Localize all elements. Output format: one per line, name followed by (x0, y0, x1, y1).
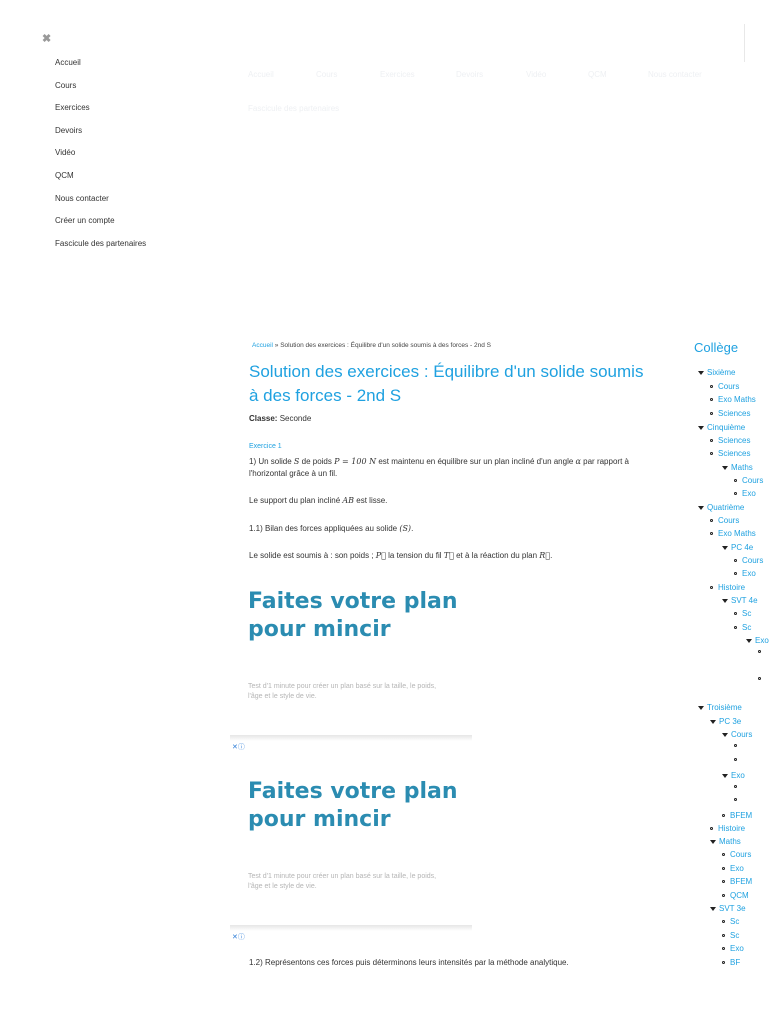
sidebar-tree-item[interactable] (710, 516, 739, 525)
menu-item-qcm[interactable]: QCM (55, 170, 74, 180)
sidebar-tree-label: Cours (718, 516, 740, 525)
sidebar-tree-item[interactable] (710, 529, 756, 538)
divider (744, 24, 745, 62)
bullet-icon (710, 439, 713, 442)
bullet-icon (710, 385, 713, 388)
nav-cours[interactable]: Cours (316, 70, 338, 79)
ad-banner-2[interactable] (230, 768, 458, 933)
sidebar-tree-item[interactable] (722, 811, 752, 820)
sidebar-tree-item[interactable] (734, 785, 742, 788)
caret-down-icon (698, 506, 704, 510)
sidebar-tree-item[interactable] (698, 503, 744, 512)
ad-title: Faites votre plan pour mincir (248, 589, 458, 642)
sidebar-tree-item[interactable] (734, 758, 742, 761)
sidebar-tree-item[interactable] (710, 395, 756, 404)
sidebar-tree-label: Maths (731, 463, 753, 472)
ad-info-icon[interactable]: ⓘ (237, 744, 245, 751)
sidebar-tree-item[interactable] (722, 891, 749, 900)
bullet-icon (710, 452, 713, 455)
sidebar-tree-label: Cours (718, 382, 740, 391)
math-alpha: α (575, 457, 581, 466)
sidebar-college (694, 340, 768, 1024)
bullet-icon (722, 961, 725, 964)
sidebar-tree-item[interactable] (734, 556, 763, 565)
bullet-icon (710, 412, 713, 415)
bullet-icon (710, 532, 713, 535)
bullet-icon (758, 677, 761, 680)
nav-video[interactable]: Vidéo (526, 70, 547, 79)
sidebar-tree-item[interactable] (710, 904, 746, 913)
bullet-icon (710, 586, 713, 589)
bullet-icon (758, 650, 761, 653)
bullet-icon (734, 559, 737, 562)
sidebar-tree-label: Sciences (718, 449, 751, 458)
sidebar-tree-label: PC 4e (731, 543, 754, 552)
sidebar-tree-item[interactable] (710, 382, 739, 391)
sidebar-tree-label: Sciences (718, 409, 751, 418)
paragraph-4: Le solide est soumis à : son poids ; P⃗ la tension du fil T⃗ et à la réaction du plan R⃗. (249, 551, 553, 560)
ad-close-icon[interactable]: ✕ (232, 744, 238, 751)
nav-devoirs[interactable]: Devoirs (456, 70, 484, 79)
sidebar-tree-label: Exo Maths (718, 529, 756, 538)
sidebar-tree-item[interactable] (722, 864, 744, 873)
caret-down-icon (710, 840, 716, 844)
sidebar-tree-item[interactable] (698, 703, 742, 712)
bullet-icon (734, 492, 737, 495)
sidebar-tree-label: Sc (730, 931, 740, 940)
exercise-heading: Exercice 1 (249, 443, 282, 450)
sidebar-tree-item[interactable] (722, 730, 752, 739)
offcanvas-nav (55, 57, 146, 260)
sidebar-tree-item[interactable] (722, 543, 753, 552)
breadcrumb-home[interactable]: Accueil (252, 342, 273, 349)
menu-item-exercices[interactable]: Exercices (55, 103, 90, 113)
bullet-icon (710, 519, 713, 522)
sidebar-tree-label: BF (730, 958, 741, 967)
nav-qcm[interactable]: QCM (588, 70, 607, 79)
ad-close-icon[interactable]: ✕ (232, 934, 238, 941)
ad-controls (232, 742, 245, 752)
ad-banner-1[interactable] (230, 578, 458, 743)
sidebar-tree-item[interactable] (734, 476, 763, 485)
sidebar-tree-item[interactable] (734, 623, 751, 632)
sidebar-tree-item[interactable] (710, 436, 750, 445)
bullet-icon (722, 920, 725, 923)
sidebar-tree-item[interactable] (698, 368, 735, 377)
paragraph-1: 1) Un solide S de poids P = 100 N est maintenu en équilibre sur un plan incliné d'un angle α par rapport à l'horizontal grâce à un fil. (249, 457, 629, 478)
bullet-icon (734, 572, 737, 575)
sidebar-tree-label: Exo (742, 569, 756, 578)
sidebar-tree-label: Cours (742, 556, 764, 565)
close-icon[interactable]: ✖ (42, 33, 52, 45)
math-S: S (293, 457, 300, 466)
sidebar-tree-item[interactable] (758, 677, 766, 680)
ad-shadow (230, 925, 472, 931)
nav-contact[interactable]: Nous contacter (648, 70, 702, 79)
paragraph-5: 1.2) Représentons ces forces puis déterminons leurs intensités par la méthode analytique. (249, 958, 569, 967)
caret-down-icon (722, 599, 728, 603)
menu-item-video[interactable]: Vidéo (55, 148, 76, 158)
menu-item-create-account[interactable]: Créer un compte (55, 216, 115, 226)
breadcrumb (252, 342, 491, 349)
caret-down-icon (710, 907, 716, 911)
sidebar-tree-label: Exo Maths (718, 395, 756, 404)
caret-down-icon (722, 546, 728, 550)
sidebar-tree-item[interactable] (734, 489, 756, 498)
caret-down-icon (722, 733, 728, 737)
sidebar-tree-item[interactable] (722, 958, 740, 967)
ad-subtitle: Test d'1 minute pour créer un plan basé sur la taille, le poids, l'âge et le style de vie. (248, 873, 437, 890)
caret-down-icon (698, 706, 704, 710)
sidebar-tree-label: SVT 4e (731, 596, 758, 605)
sidebar-tree-item[interactable] (710, 409, 750, 418)
sidebar-tree-label: Sc (742, 609, 752, 618)
sidebar-tree-label: BFEM (730, 877, 753, 886)
sidebar-tree-label: Troisième (707, 703, 742, 712)
sidebar-tree-item[interactable] (758, 650, 766, 653)
bullet-icon (722, 880, 725, 883)
class-value: Seconde (277, 414, 312, 423)
sidebar-tree-item[interactable] (698, 423, 745, 432)
bullet-icon (722, 814, 725, 817)
math-S-paren: (S) (399, 524, 412, 533)
caret-down-icon (722, 466, 728, 470)
caret-down-icon (698, 371, 704, 375)
sidebar-tree-label: BFEM (730, 811, 753, 820)
nav-accueil[interactable]: Accueil (248, 70, 274, 79)
ad-info-icon[interactable]: ⓘ (237, 934, 245, 941)
sidebar-tree-item[interactable] (722, 771, 745, 780)
sidebar-tree-item[interactable] (710, 583, 745, 592)
ad-shadow (230, 735, 472, 741)
bullet-icon (710, 827, 713, 830)
bullet-icon (722, 894, 725, 897)
sidebar-tree-label: Exo (755, 636, 769, 645)
class-label: Classe: (249, 414, 278, 423)
bullet-icon (734, 758, 737, 761)
vector-P: P⃗ (375, 551, 386, 560)
sidebar-tree-label: Cours (731, 730, 753, 739)
sidebar-tree-label: Quatrième (707, 503, 745, 512)
caret-down-icon (710, 720, 716, 724)
paragraph-2: Le support du plan incliné AB est lisse. (249, 496, 388, 505)
sidebar-tree-label: Cours (730, 850, 752, 859)
ad-title: Faites votre plan pour mincir (248, 779, 458, 832)
sidebar-tree-item[interactable] (722, 917, 739, 926)
sidebar-tree-item[interactable] (734, 798, 742, 801)
sidebar-tree-item[interactable] (746, 636, 769, 645)
sidebar-tree-label: Cours (742, 476, 764, 485)
sidebar-title: Collège (694, 340, 739, 355)
menu-item-cours[interactable]: Cours (55, 80, 77, 90)
ad-subtitle: Test d'1 minute pour créer un plan basé sur la taille, le poids, l'âge et le style de vie. (248, 683, 437, 700)
menu-item-partners[interactable]: Fascicule des partenaires (55, 238, 147, 248)
sidebar-tree-item[interactable] (710, 824, 745, 833)
sidebar-tree-label: QCM (730, 891, 749, 900)
vector-T: T⃗ (443, 551, 454, 560)
paragraph-3: 1.1) Bilan des forces appliquées au solide (S). (249, 524, 414, 533)
sidebar-tree-label: Sciences (718, 436, 751, 445)
bullet-icon (734, 785, 737, 788)
bullet-icon (722, 947, 725, 950)
sidebar-tree-label: Exo (730, 944, 744, 953)
sidebar-tree-label: Exo (742, 489, 756, 498)
sidebar-tree-item[interactable] (722, 931, 739, 940)
sidebar-tree-label: Sc (742, 623, 752, 632)
sidebar-tree-item[interactable] (710, 449, 750, 458)
sidebar-tree-label: Maths (719, 837, 741, 846)
bullet-icon (734, 798, 737, 801)
sidebar-tree-item[interactable] (722, 877, 752, 886)
sidebar-tree-label: PC 3e (719, 717, 742, 726)
page-title: Solution des exercices : Équilibre d'un solide soumis à des forces - 2nd S (249, 362, 644, 405)
sidebar-tree-item[interactable] (734, 609, 751, 618)
menu-item-devoirs[interactable]: Devoirs (55, 125, 83, 135)
sidebar-tree-item[interactable] (722, 463, 753, 472)
caret-down-icon (746, 639, 752, 643)
offcanvas-menu (0, 0, 240, 300)
caret-down-icon (698, 426, 704, 430)
menu-item-accueil[interactable]: Accueil (55, 58, 81, 67)
bullet-icon (722, 867, 725, 870)
sidebar-tree-label: Histoire (718, 824, 746, 833)
sidebar-tree-item[interactable] (722, 596, 758, 605)
sidebar-tree-label: Exo (731, 771, 745, 780)
breadcrumb-current: Solution des exercices : Équilibre d'un solide soumis à des forces - 2nd S (280, 342, 491, 349)
bullet-icon (734, 626, 737, 629)
bullet-icon (734, 744, 737, 747)
sidebar-tree-label: Sc (730, 917, 740, 926)
bullet-icon (710, 398, 713, 401)
ad-controls (232, 932, 245, 942)
nav-partners[interactable]: Fascicule des partenaires (248, 104, 340, 113)
sidebar-tree-label: Sixième (707, 368, 736, 377)
bullet-icon (734, 612, 737, 615)
class-info (249, 414, 311, 423)
bullet-icon (722, 934, 725, 937)
sidebar-tree-item[interactable] (722, 944, 744, 953)
sidebar-tree-item[interactable] (710, 837, 741, 846)
sidebar-tree-label: Exo (730, 864, 744, 873)
sidebar-tree-label: Cinquième (707, 423, 746, 432)
menu-item-contact[interactable]: Nous contacter (55, 193, 109, 203)
math-P: P = 100 N (334, 457, 377, 466)
vector-R: R⃗ (539, 551, 551, 560)
bullet-icon (722, 853, 725, 856)
sidebar-tree-item[interactable] (734, 569, 756, 578)
bullet-icon (734, 479, 737, 482)
math-AB: AB (342, 496, 355, 505)
nav-exercices[interactable]: Exercices (380, 70, 415, 79)
sidebar-tree-item[interactable] (734, 744, 742, 747)
sidebar-tree-item[interactable] (722, 850, 751, 859)
sidebar-tree-label: SVT 3e (719, 904, 746, 913)
sidebar-tree-label: Histoire (718, 583, 746, 592)
caret-down-icon (722, 774, 728, 778)
sidebar-tree-item[interactable] (710, 717, 741, 726)
breadcrumb-separator: » (272, 342, 281, 349)
